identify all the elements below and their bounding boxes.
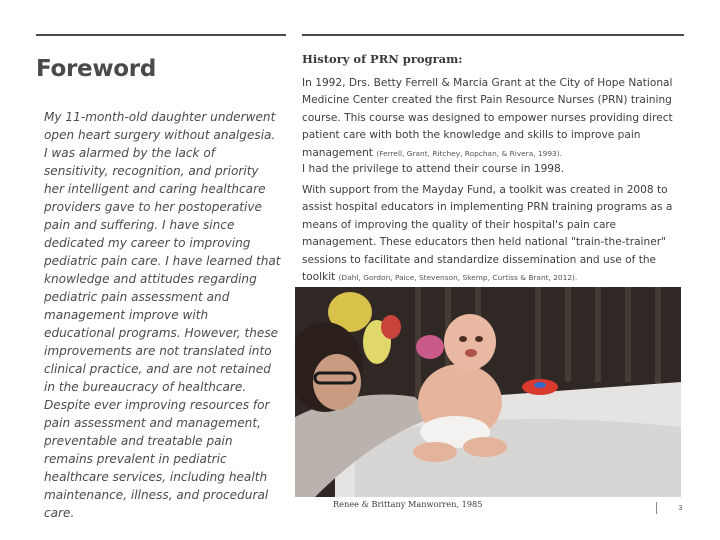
page-number: 3: [678, 503, 683, 512]
footer-divider: [656, 502, 657, 514]
page-title: Foreword: [36, 56, 156, 82]
family-photo: [295, 287, 681, 497]
history-paragraph-3-text: With support from the Mayday Fund, a toolkit was created in 2008 to assist hospital educators in implementing PRN training programs as a means of improving the quality of their hospital's pain care management. These educators then held national "train-the-trainer" sessions to facilitate and standardize dissemination and use of the toolkit: [302, 184, 673, 284]
section-heading: History of PRN program:: [302, 52, 463, 66]
citation-dahl: (Dahl, Gordon, Paice, Stevenson, Skemp, Curtiss & Brant, 2012).: [338, 273, 578, 283]
photo-caption: Renee & Brittany Manworren, 1985: [333, 499, 483, 509]
history-paragraph-3: [302, 182, 674, 286]
history-paragraph-2: I had the privilege to attend their course in 1998.: [302, 163, 565, 175]
citation-ferrell: (Ferrell, Grant, Ritchey, Ropchan, & Rivera, 1993).: [376, 148, 562, 158]
header-rule-left: [36, 34, 286, 36]
foreword-text: My 11-month-old daughter underwent open heart surgery without analgesia. I was alarmed by the lack of sensitivity, recognition, and priority her intelligent and caring healthcare providers gave to her postoperative pain and suffering. I have since dedicated my career to improving pediatric pain care. I have learned that knowledge and attitudes regarding pediatric pain assessment and management improve with educational programs. However, these improvements are not translated into clinical practice, and are not retained in the bureaucracy of healthcare. Despite ever improving resources for pain assessment and management, preventable and treatable pain remains prevalent in pediatric healthcare services, including health maintenance, illness, and procedural care.: [44, 110, 281, 520]
history-paragraph-1: [302, 75, 674, 162]
history-paragraph-1-text: In 1992, Drs. Betty Ferrell & Marcia Grant at the City of Hope National Medicine Center created the first Pain Resource Nurses (PRN) training course. This course was designed to empower nurses providing direct patient care with both the knowledge and skills to improve pain management: [302, 77, 673, 159]
header-rule-right: [302, 34, 684, 36]
